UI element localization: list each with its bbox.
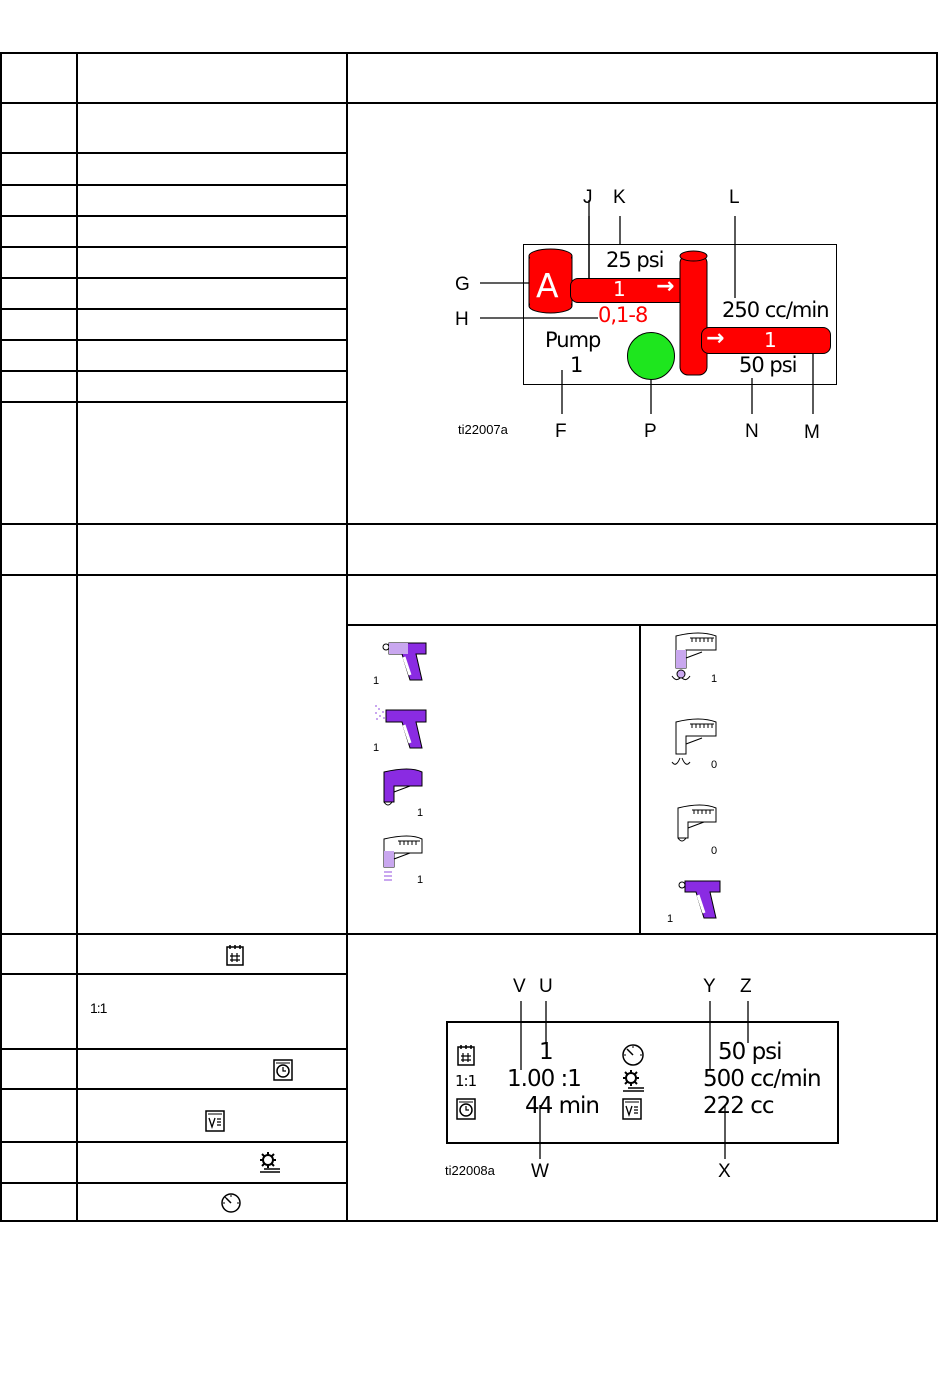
- arrow-right-icon-2: →: [706, 326, 725, 351]
- volume-value: 222 cc: [703, 1093, 774, 1119]
- callout-w: W: [531, 1161, 549, 1182]
- batch-number-icon: [225, 943, 245, 967]
- pressure-gauge-icon: [220, 1192, 242, 1214]
- time-value: 44 min: [525, 1093, 599, 1119]
- gun-docked-icon: [380, 768, 426, 810]
- batch-number-icon: [456, 1043, 476, 1067]
- figure-caption-2: ti22008a: [445, 1163, 495, 1178]
- gun-trigger-icon: [676, 878, 724, 924]
- callout-z: Z: [740, 976, 752, 997]
- timer-icon: [272, 1058, 294, 1082]
- callout-k: K: [613, 187, 626, 208]
- pipe-vertical: [679, 249, 709, 381]
- gun-count: 1: [373, 675, 380, 687]
- flow-rate-icon: [620, 1068, 646, 1094]
- pressure-out: 50 psi: [739, 353, 797, 377]
- gun-count: 1: [711, 673, 718, 685]
- flow-rate-icon: [258, 1150, 282, 1174]
- pump-number: 1: [570, 353, 584, 377]
- ratio-row-label: 1:1: [455, 1072, 477, 1090]
- gun-count: 1: [417, 807, 424, 819]
- pressure-value: 50 psi: [718, 1039, 782, 1065]
- ratio-value: 1.00 :1: [507, 1066, 581, 1092]
- gun-count: 0: [711, 759, 718, 771]
- arrow-right-icon: →: [656, 274, 675, 299]
- callout-y: Y: [703, 976, 716, 997]
- gun-count: 0: [711, 845, 718, 857]
- timer-icon: [455, 1097, 477, 1121]
- pressure-in: 25 psi: [606, 248, 664, 272]
- pressure-gauge-icon: [620, 1043, 646, 1067]
- pipe-top-value: 1: [613, 277, 626, 301]
- callout-l: L: [729, 187, 740, 208]
- pump-label: Pump: [545, 328, 601, 352]
- gun-trigger-light-icon: [380, 640, 430, 686]
- callout-v: V: [513, 976, 526, 997]
- gun-count: 1: [373, 742, 380, 754]
- tank-letter: A: [536, 266, 559, 305]
- gun-idle-icon: [674, 804, 720, 850]
- gun-count: 1: [417, 874, 424, 886]
- volume-icon: [204, 1109, 226, 1133]
- status-indicator: [627, 332, 675, 380]
- callout-h: H: [455, 309, 469, 330]
- callout-u: U: [539, 976, 553, 997]
- flow-value: 500 cc/min: [703, 1066, 821, 1092]
- figure-caption: ti22007a: [458, 422, 508, 437]
- ratio-range: 0,1-8: [598, 303, 648, 327]
- gun-spraying-icon: [374, 704, 430, 752]
- batch-value: 1: [539, 1039, 554, 1065]
- flow-rate: 250 cc/min: [722, 298, 829, 322]
- callout-p: P: [644, 421, 657, 442]
- callout-g: G: [455, 274, 470, 295]
- callout-f: F: [555, 421, 567, 442]
- callout-j: J: [583, 187, 593, 208]
- callout-x: X: [718, 1161, 731, 1182]
- gun-count: 1: [667, 913, 674, 925]
- pipe-bottom-value: 1: [764, 328, 777, 352]
- callout-m: M: [804, 422, 820, 443]
- ratio-label: 1:1: [90, 1000, 107, 1016]
- volume-icon: [621, 1097, 645, 1121]
- callout-n: N: [745, 421, 759, 442]
